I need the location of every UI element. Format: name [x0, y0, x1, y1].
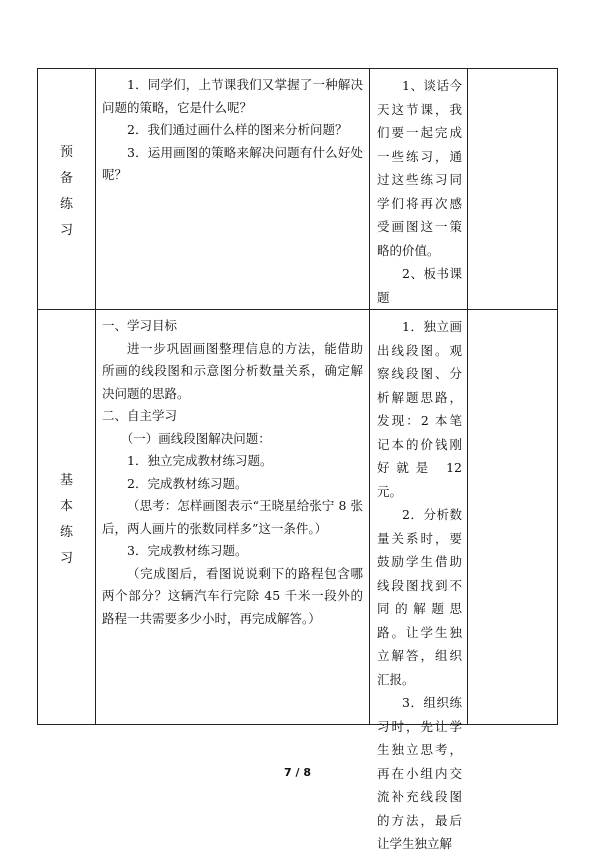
content-paragraph: 3．完成教材练习题。	[127, 543, 248, 558]
blank-cell	[468, 310, 558, 725]
section-label-cell	[38, 69, 96, 310]
page-number: 7 / 8	[284, 766, 311, 779]
blank-cell	[468, 69, 558, 310]
content-paragraph: （完成图后，看图说说剩下的路程包含哪两个部分？这辆汽车行完除 45 千米一段外的路程一共需要多少小时，再完成解答。）	[102, 565, 363, 626]
notes-cell	[370, 310, 468, 851]
content-cell	[96, 310, 370, 725]
section-label: 基 本 练 习	[59, 472, 73, 566]
table-row	[38, 310, 558, 725]
heading-learning-goals: 一、学习目标	[102, 318, 178, 333]
heading-self-study: 二、自主学习	[102, 408, 178, 423]
notes-paragraph: 1．独立画出线段图。观察线段图、分析解题思路，发现：2 本笔记本的价钱刚好就是 12 元。	[377, 319, 462, 499]
content-paragraph: （思考：怎样画图表示“王晓星给张宁 8 张后，两人画片的张数同样多”这一条件。）	[102, 498, 363, 536]
content-paragraph: 2．我们通过画什么样的图来分析问题？	[127, 122, 348, 137]
content-paragraph: （一）画线段图解决问题：	[120, 430, 271, 446]
notes-cell	[370, 69, 468, 310]
notes-paragraph: 1、谈话今天这节课，我们要一起完成一些练习，通过这些练习同学们将再次感受画图这一策略的价值。	[377, 78, 462, 258]
notes-paragraph: 2．分析数量关系时，要鼓励学生借助线段图找到不同的解题思路。让学生独立解答，组织汇报。	[377, 507, 462, 687]
content-paragraph: 1．同学们，上节课我们又掌握了一种解决问题的策略，它是什么呢？	[102, 77, 363, 115]
content-paragraph: 进一步巩固画图整理信息的方法，能借助所画的线段图和示意图分析数量关系，确定解决问题的思路。	[102, 340, 363, 401]
section-label: 预 备 练 习	[59, 144, 73, 238]
content-paragraph: 1．独立完成教材练习题。	[127, 453, 273, 468]
table-row	[38, 69, 558, 310]
notes-paragraph: 2、板书课题	[377, 266, 462, 305]
notes-paragraph: 3．组织练习时，先让学生独立思考，再在小组内交流补充线段图的方法，最后让学生独立解	[377, 695, 462, 851]
section-label-cell	[38, 310, 96, 725]
content-paragraph: 3．运用画图的策略来解决问题有什么好处呢？	[102, 144, 363, 182]
content-paragraph: 2．完成教材练习题。	[127, 475, 248, 491]
content-cell	[96, 69, 370, 310]
